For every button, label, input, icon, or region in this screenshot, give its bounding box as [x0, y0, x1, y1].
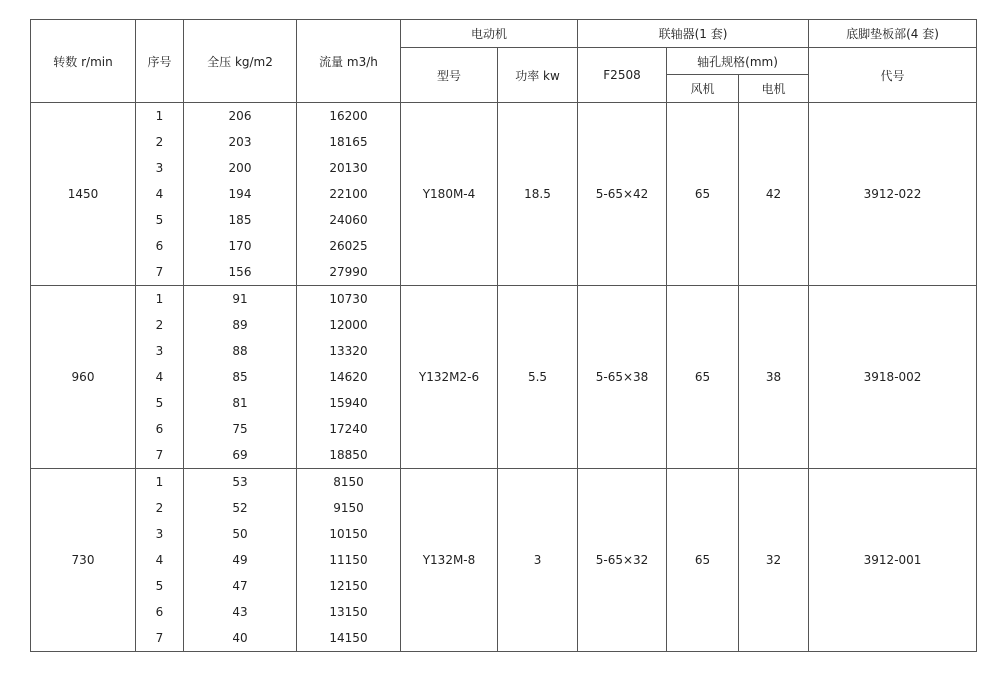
header-flow: 流量 m3/h — [297, 20, 401, 103]
index-cell: 7 — [136, 259, 184, 286]
pressure-cell: 75 — [184, 416, 297, 442]
header-speed: 转数 r/min — [31, 20, 136, 103]
flow-cell: 24060 — [297, 207, 401, 233]
flow-cell: 18850 — [297, 442, 401, 469]
header-code: 代号 — [809, 48, 977, 103]
index-cell: 7 — [136, 625, 184, 652]
flow-cell: 10730 — [297, 286, 401, 313]
flow-cell: 11150 — [297, 547, 401, 573]
fan-shaft-cell: 65 — [667, 103, 739, 286]
index-cell: 5 — [136, 573, 184, 599]
flow-cell: 26025 — [297, 233, 401, 259]
header-pressure: 全压 kg/m2 — [184, 20, 297, 103]
motor-model-cell: Y132M2-6 — [401, 286, 498, 469]
table-header — [31, 20, 977, 103]
motor-model-cell: Y132M-8 — [401, 469, 498, 652]
flow-cell: 10150 — [297, 521, 401, 547]
motor-power-cell: 18.5 — [498, 103, 578, 286]
header-fan: 风机 — [667, 75, 739, 103]
flow-cell: 27990 — [297, 259, 401, 286]
motor-power-cell: 5.5 — [498, 286, 578, 469]
pressure-cell: 206 — [184, 103, 297, 130]
speed-cell: 1450 — [31, 103, 136, 286]
flow-cell: 16200 — [297, 103, 401, 130]
header-coupling-model: F2508 — [578, 48, 667, 103]
flow-cell: 8150 — [297, 469, 401, 496]
index-cell: 3 — [136, 338, 184, 364]
index-cell: 5 — [136, 390, 184, 416]
coupling-cell: 5-65×38 — [578, 286, 667, 469]
pressure-cell: 52 — [184, 495, 297, 521]
flow-cell: 12000 — [297, 312, 401, 338]
pressure-cell: 69 — [184, 442, 297, 469]
index-cell: 6 — [136, 599, 184, 625]
coupling-cell: 5-65×42 — [578, 103, 667, 286]
code-cell: 3912-022 — [809, 103, 977, 286]
pressure-cell: 156 — [184, 259, 297, 286]
flow-cell: 17240 — [297, 416, 401, 442]
pressure-cell: 170 — [184, 233, 297, 259]
index-cell: 6 — [136, 416, 184, 442]
motor-power-cell: 3 — [498, 469, 578, 652]
pressure-cell: 88 — [184, 338, 297, 364]
index-cell: 2 — [136, 129, 184, 155]
motor-shaft-cell: 42 — [739, 103, 809, 286]
fan-shaft-cell: 65 — [667, 469, 739, 652]
index-cell: 5 — [136, 207, 184, 233]
pressure-cell: 50 — [184, 521, 297, 547]
header-motor-shaft: 电机 — [739, 75, 809, 103]
pressure-cell: 47 — [184, 573, 297, 599]
speed-cell: 730 — [31, 469, 136, 652]
pressure-cell: 43 — [184, 599, 297, 625]
header-shaft-hole: 轴孔规格(mm) — [667, 48, 809, 75]
table-row — [31, 103, 977, 130]
pressure-cell: 81 — [184, 390, 297, 416]
flow-cell: 13150 — [297, 599, 401, 625]
flow-cell: 14150 — [297, 625, 401, 652]
index-cell: 1 — [136, 103, 184, 130]
flow-cell: 14620 — [297, 364, 401, 390]
flow-cell: 13320 — [297, 338, 401, 364]
index-cell: 7 — [136, 442, 184, 469]
pressure-cell: 40 — [184, 625, 297, 652]
index-cell: 4 — [136, 181, 184, 207]
index-cell: 1 — [136, 469, 184, 496]
index-cell: 3 — [136, 155, 184, 181]
index-cell: 2 — [136, 312, 184, 338]
header-motor: 电动机 — [401, 20, 578, 48]
motor-shaft-cell: 38 — [739, 286, 809, 469]
header-motor-model: 型号 — [401, 48, 498, 103]
motor-shaft-cell: 32 — [739, 469, 809, 652]
fan-shaft-cell: 65 — [667, 286, 739, 469]
pressure-cell: 194 — [184, 181, 297, 207]
flow-cell: 20130 — [297, 155, 401, 181]
pressure-cell: 200 — [184, 155, 297, 181]
table-row — [31, 286, 977, 313]
index-cell: 1 — [136, 286, 184, 313]
index-cell: 4 — [136, 547, 184, 573]
table-body — [31, 103, 977, 652]
coupling-cell: 5-65×32 — [578, 469, 667, 652]
table-row — [31, 469, 977, 496]
header-coupling: 联轴器(1 套) — [578, 20, 809, 48]
pressure-cell: 91 — [184, 286, 297, 313]
index-cell: 4 — [136, 364, 184, 390]
fan-spec-table — [30, 19, 977, 652]
code-cell: 3912-001 — [809, 469, 977, 652]
header-index: 序号 — [136, 20, 184, 103]
index-cell: 6 — [136, 233, 184, 259]
flow-cell: 15940 — [297, 390, 401, 416]
pressure-cell: 185 — [184, 207, 297, 233]
speed-cell: 960 — [31, 286, 136, 469]
index-cell: 3 — [136, 521, 184, 547]
flow-cell: 18165 — [297, 129, 401, 155]
pressure-cell: 89 — [184, 312, 297, 338]
index-cell: 2 — [136, 495, 184, 521]
pressure-cell: 53 — [184, 469, 297, 496]
flow-cell: 9150 — [297, 495, 401, 521]
pressure-cell: 49 — [184, 547, 297, 573]
pressure-cell: 85 — [184, 364, 297, 390]
motor-model-cell: Y180M-4 — [401, 103, 498, 286]
flow-cell: 12150 — [297, 573, 401, 599]
header-motor-power: 功率 kw — [498, 48, 578, 103]
code-cell: 3918-002 — [809, 286, 977, 469]
pressure-cell: 203 — [184, 129, 297, 155]
header-base-plate: 底脚垫板部(4 套) — [809, 20, 977, 48]
flow-cell: 22100 — [297, 181, 401, 207]
